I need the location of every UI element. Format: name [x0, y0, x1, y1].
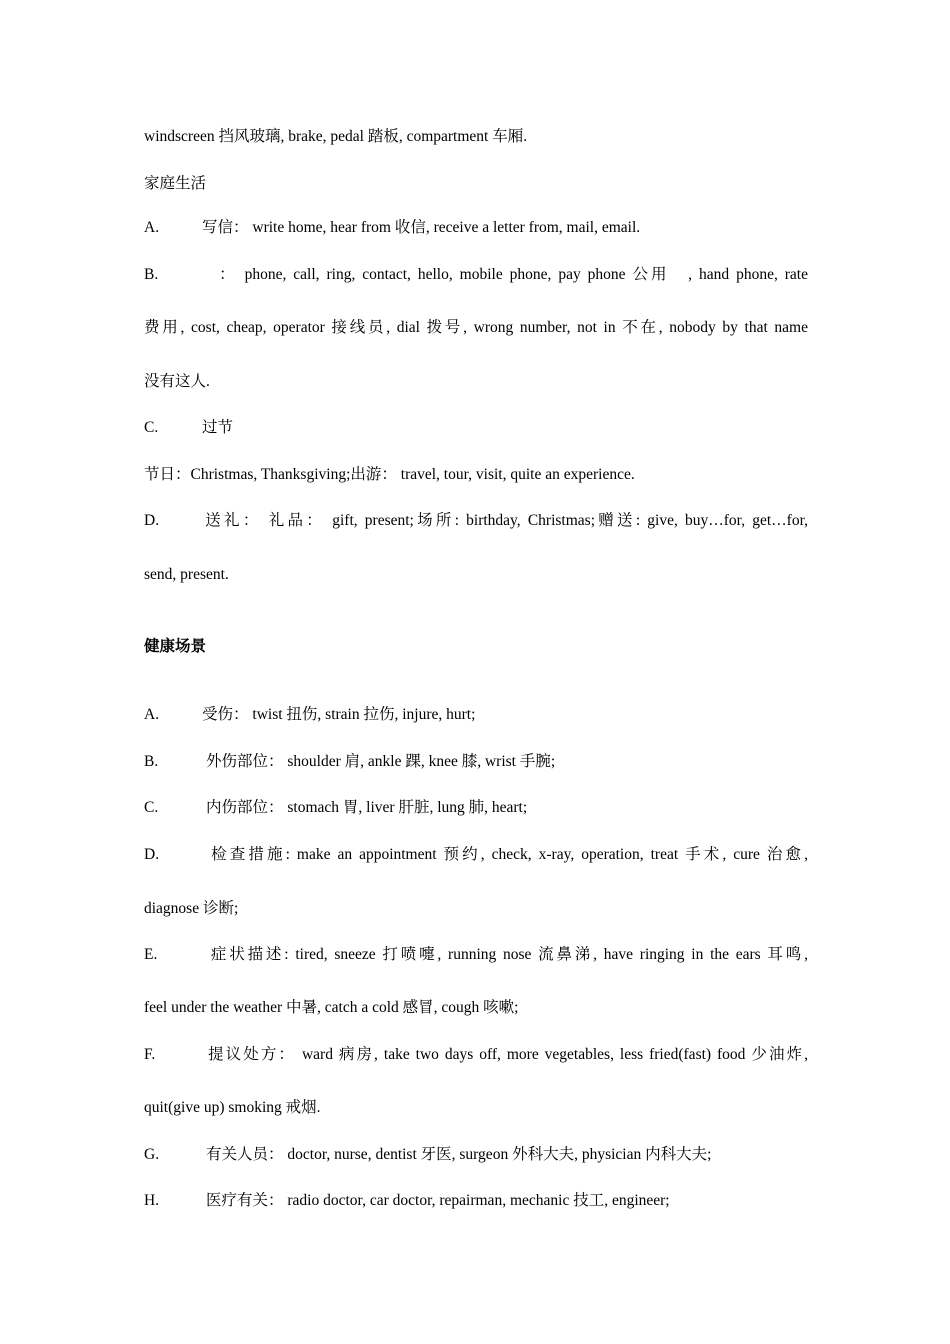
item-text: ward 病房, take two days off, more vegetables, less fried(fast) food 少油炸, — [301, 1046, 809, 1063]
item-label: 提议处方： — [206, 1046, 296, 1063]
item-marker: E. — [144, 946, 158, 963]
health-item-a — [144, 705, 808, 725]
item-text: shoulder 肩, ankle 踝, knee 膝, wrist 手腕; — [287, 753, 556, 770]
health-item-f-continuation: quit(give up) smoking 戒烟. — [144, 1099, 321, 1116]
item-marker: G. — [144, 1146, 160, 1163]
item-marker: B. — [144, 266, 159, 283]
health-item-f — [144, 1045, 808, 1065]
family-heading: 家庭生活 — [144, 175, 207, 192]
item-label: 送礼： 礼品： — [202, 512, 326, 529]
item-text: stomach 胃, liver 肝脏, lung 肺, heart; — [287, 799, 528, 816]
health-item-h — [144, 1191, 808, 1211]
health-item-c — [144, 798, 808, 818]
item-text: make an appointment 预约, check, x-ray, operation, treat 手术, cure 治愈, — [296, 846, 808, 863]
health-item-e — [144, 945, 808, 965]
item-text: gift, present;场所: birthday, Christmas;赠送: give, buy…for, get…for, — [332, 512, 808, 529]
family-item-b-continuation: 没有这人. — [144, 373, 210, 390]
health-item-b — [144, 752, 808, 772]
item-marker: C. — [144, 799, 159, 816]
item-marker: A. — [144, 706, 160, 723]
item-marker: H. — [144, 1192, 160, 1209]
item-label: 受伤： — [202, 706, 249, 723]
health-item-g — [144, 1145, 808, 1165]
item-text: tired, sneeze 打喷嚏, running nose 流鼻涕, have ringing in the ears 耳鸣, — [295, 946, 809, 963]
family-item-d — [144, 511, 808, 531]
family-item-b — [144, 265, 808, 285]
item-marker: D. — [144, 512, 160, 529]
family-item-b-continuation: 费用, cost, cheap, operator 接线员, dial 拨号, wrong number, not in 不在, nobody by that name — [144, 319, 808, 336]
item-marker: F. — [144, 1046, 156, 1063]
item-label: 有关人员： — [206, 1146, 284, 1163]
item-label: ： — [216, 266, 238, 283]
item-text: doctor, nurse, dentist 牙医, surgeon 外科大夫, physician 内科大夫; — [287, 1146, 712, 1163]
item-text: twist 扭伤, strain 拉伤, injure, hurt; — [252, 706, 476, 723]
family-item-a — [144, 218, 808, 238]
item-label: 症状描述: — [208, 946, 289, 963]
item-label: 检查措施: — [208, 846, 290, 863]
item-label: 内伤部位： — [206, 799, 284, 816]
health-heading: 健康场景 — [144, 638, 207, 655]
vehicle-vocab-line: windscreen 挡风玻璃, brake, pedal 踏板, compartment 车厢. — [144, 128, 528, 145]
item-marker: B. — [144, 753, 159, 770]
item-text: write home, hear from 收信, receive a letter from, mail, email. — [252, 219, 641, 236]
family-item-c — [144, 418, 808, 438]
item-marker: D. — [144, 846, 160, 863]
item-label: 外伤部位： — [206, 753, 284, 770]
item-text: radio doctor, car doctor, repairman, mechanic 技工, engineer; — [287, 1192, 670, 1209]
item-label: 医疗有关： — [206, 1192, 284, 1209]
health-item-e-continuation: feel under the weather 中暑, catch a cold 感冒, cough 咳嗽; — [144, 999, 519, 1016]
item-marker: C. — [144, 419, 159, 436]
item-marker: A. — [144, 219, 160, 236]
health-item-d-continuation: diagnose 诊断; — [144, 900, 239, 917]
holiday-detail-line: 节日：Christmas, Thanksgiving;出游： travel, tour, visit, quite an experience. — [144, 466, 635, 483]
health-item-d — [144, 845, 808, 865]
item-text: phone, call, ring, contact, hello, mobile phone, pay phone 公用 , hand phone, rate — [244, 266, 808, 283]
family-item-d-continuation: send, present. — [144, 566, 229, 583]
item-label: 过节 — [202, 419, 234, 436]
item-label: 写信： — [202, 219, 249, 236]
